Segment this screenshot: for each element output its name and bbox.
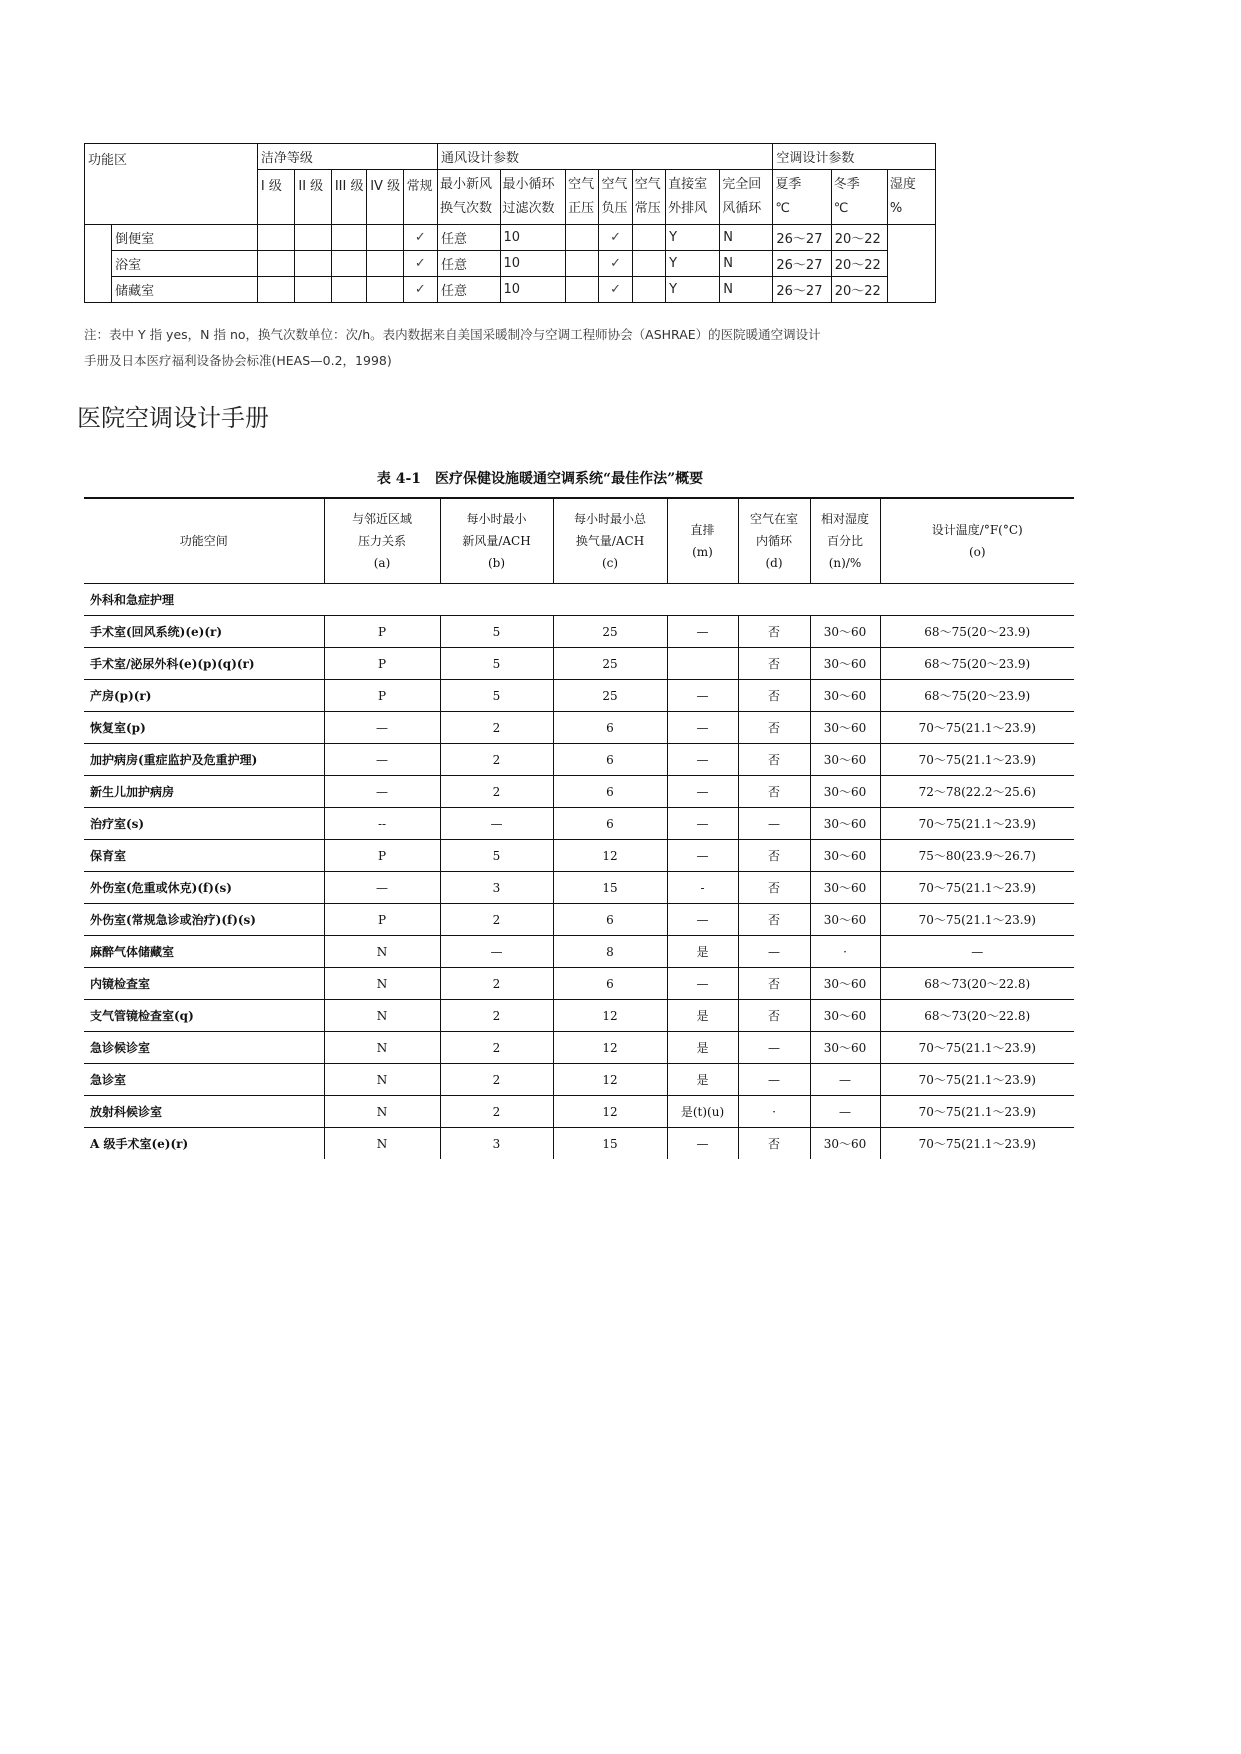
vent-param-cell <box>632 277 665 303</box>
value-cell: — <box>810 1096 880 1128</box>
function-space: 治疗室(s) <box>84 808 324 840</box>
header-line: 与邻近区域 <box>351 512 412 526</box>
table-row <box>84 904 1074 936</box>
value-cell: 否 <box>738 904 810 936</box>
table-row <box>84 808 1074 840</box>
value-cell: 6 <box>553 968 667 1000</box>
value-cell: 68～73(20～22.8) <box>880 1000 1074 1032</box>
value-cell: 68～75(20～23.9) <box>880 616 1074 648</box>
header-line: (m) <box>692 545 713 559</box>
section-row <box>84 584 1074 616</box>
group-indent-cell <box>85 225 112 303</box>
vent-param-cell: ✓ <box>599 225 632 251</box>
ac-param-cell: 26～27 <box>773 277 831 303</box>
header-line: 冬季 <box>833 177 860 192</box>
clean-grade-cell <box>367 277 403 303</box>
header-line: 每小时最小 <box>466 512 527 526</box>
value-cell: 30～60 <box>810 616 880 648</box>
value-cell: - <box>667 872 738 904</box>
vent-param-col <box>632 170 665 225</box>
header-line: (d) <box>765 556 783 570</box>
header-line: 空气 <box>634 177 661 192</box>
value-cell: 15 <box>553 1128 667 1160</box>
function-space: 麻醉气体储藏室 <box>84 936 324 968</box>
value-cell: — <box>667 744 738 776</box>
value-cell: 2 <box>440 1064 553 1096</box>
column-header <box>324 498 440 584</box>
value-cell: 70～75(21.1～23.9) <box>880 1032 1074 1064</box>
value-cell: 12 <box>553 1064 667 1096</box>
column-header <box>553 498 667 584</box>
vent-param-col <box>599 170 632 225</box>
hvac-best-practice-table <box>84 497 1074 1159</box>
value-cell: 否 <box>738 1000 810 1032</box>
note-line-2: 手册及日本医疗福利设备协会标准(HEAS—0.2，1998) <box>84 353 392 368</box>
value-cell: 6 <box>553 808 667 840</box>
table-row <box>84 616 1074 648</box>
table-row <box>84 968 1074 1000</box>
function-space: 保育室 <box>84 840 324 872</box>
value-cell: 是 <box>667 936 738 968</box>
table-row <box>84 744 1074 776</box>
value-cell: 70～75(21.1～23.9) <box>880 904 1074 936</box>
header-line: 相对湿度 <box>820 512 869 526</box>
value-cell: — <box>738 936 810 968</box>
value-cell: 70～75(21.1～23.9) <box>880 1064 1074 1096</box>
value-cell: 否 <box>738 776 810 808</box>
value-cell: · <box>738 1096 810 1128</box>
value-cell: 12 <box>553 840 667 872</box>
clean-grade-cell <box>331 277 366 303</box>
value-cell: 5 <box>440 840 553 872</box>
vent-param-cell <box>632 251 665 277</box>
vent-param-col <box>438 170 500 225</box>
header-func-area: 功能区 <box>85 144 258 225</box>
design-params-table <box>84 143 936 303</box>
table-row <box>84 680 1074 712</box>
value-cell: 70～75(21.1～23.9) <box>880 1096 1074 1128</box>
clean-grade-cell <box>257 251 294 277</box>
value-cell: — <box>810 1064 880 1096</box>
header-line: 每小时最小总 <box>573 512 646 526</box>
value-cell: 3 <box>440 872 553 904</box>
value-cell: 30～60 <box>810 680 880 712</box>
value-cell: N <box>324 1128 440 1160</box>
header-clean-grade: 洁净等级 <box>257 144 437 170</box>
vent-param-cell: 任意 <box>438 251 500 277</box>
clean-grade-cell: ✓ <box>403 225 437 251</box>
ac-param-cell: 26～27 <box>773 251 831 277</box>
value-cell: N <box>324 1000 440 1032</box>
value-cell: 30～60 <box>810 1000 880 1032</box>
clean-grade-cell <box>367 225 403 251</box>
note-line-1: 注：表中 Y 指 yes，N 指 no，换气次数单位：次/h。表内数据来自美国采暖制冷与空调工程师协会（ASHRAE）的医院暖通空调设计 <box>84 327 821 342</box>
value-cell <box>667 648 738 680</box>
clean-grade-cell <box>295 251 331 277</box>
header-ac-params: 空调设计参数 <box>773 144 936 170</box>
value-cell: — <box>440 808 553 840</box>
header-line: (b) <box>487 556 506 570</box>
value-cell: 12 <box>553 1032 667 1064</box>
value-cell: 30～60 <box>810 968 880 1000</box>
clean-grade-cell <box>367 251 403 277</box>
value-cell: 70～75(21.1～23.9) <box>880 1128 1074 1160</box>
value-cell: 是(t)(u) <box>667 1096 738 1128</box>
clean-grade-cell <box>295 277 331 303</box>
value-cell: 68～73(20～22.8) <box>880 968 1074 1000</box>
table-row <box>84 1032 1074 1064</box>
value-cell: — <box>738 1064 810 1096</box>
column-header <box>738 498 810 584</box>
value-cell: 是 <box>667 1064 738 1096</box>
ac-param-cell: 20～22 <box>831 251 887 277</box>
header-line: % <box>889 201 903 216</box>
vent-param-cell: Y <box>666 251 720 277</box>
value-cell: 30～60 <box>810 1128 880 1160</box>
value-cell: 2 <box>440 1000 553 1032</box>
column-header <box>667 498 738 584</box>
value-cell: — <box>324 712 440 744</box>
header-line: (o) <box>968 545 986 559</box>
value-cell: — <box>880 936 1074 968</box>
vent-param-cell: 任意 <box>438 277 500 303</box>
value-cell: 否 <box>738 968 810 1000</box>
value-cell: 30～60 <box>810 712 880 744</box>
header-line: 新风量/ACH <box>462 534 531 548</box>
header-line: 空气 <box>601 177 628 192</box>
vent-param-cell <box>632 225 665 251</box>
value-cell: — <box>667 808 738 840</box>
function-space: 手术室(回风系统)(e)(r) <box>84 616 324 648</box>
table-row <box>85 225 936 251</box>
header-line: 压力关系 <box>357 534 406 548</box>
value-cell: N <box>324 1064 440 1096</box>
vent-param-cell: Y <box>666 225 720 251</box>
vent-param-cell <box>566 225 599 251</box>
value-cell: 否 <box>738 616 810 648</box>
section-title: 外科和急症护理 <box>84 584 1074 616</box>
function-space: 内镜检查室 <box>84 968 324 1000</box>
header-line: 最小循环 <box>502 177 555 192</box>
clean-grade-cell <box>331 225 366 251</box>
clean-grade-cell: ✓ <box>403 251 437 277</box>
table-note <box>84 322 944 374</box>
room-name: 储藏室 <box>112 277 258 303</box>
vent-param-cell: ✓ <box>599 251 632 277</box>
clean-grade-col: IV 级 <box>367 170 403 225</box>
table-row <box>84 840 1074 872</box>
value-cell: 70～75(21.1～23.9) <box>880 872 1074 904</box>
value-cell: 2 <box>440 712 553 744</box>
value-cell: P <box>324 616 440 648</box>
value-cell: — <box>324 872 440 904</box>
vent-param-cell <box>566 251 599 277</box>
vent-param-col <box>500 170 566 225</box>
value-cell: 2 <box>440 968 553 1000</box>
function-space: 手术室/泌尿外科(e)(p)(q)(r) <box>84 648 324 680</box>
value-cell: 30～60 <box>810 648 880 680</box>
header-line: 夏季 <box>775 177 802 192</box>
function-space: 外伤室(危重或休克)(f)(s) <box>84 872 324 904</box>
header-line: 空气 <box>568 177 595 192</box>
value-cell: · <box>810 936 880 968</box>
value-cell: 3 <box>440 1128 553 1160</box>
value-cell: 25 <box>553 648 667 680</box>
ac-param-col <box>773 170 831 225</box>
function-space: 恢复室(p) <box>84 712 324 744</box>
table-row <box>84 1096 1074 1128</box>
function-space: 急诊室 <box>84 1064 324 1096</box>
vent-param-cell: N <box>720 251 773 277</box>
table-row <box>85 251 936 277</box>
value-cell: 30～60 <box>810 776 880 808</box>
value-cell: 5 <box>440 616 553 648</box>
value-cell: 12 <box>553 1096 667 1128</box>
function-space: A 级手术室(e)(r) <box>90 1137 189 1151</box>
header-line: 常压 <box>634 201 661 216</box>
value-cell: P <box>324 904 440 936</box>
column-header <box>84 498 324 584</box>
vent-param-cell: N <box>720 277 773 303</box>
value-cell: 30～60 <box>810 840 880 872</box>
value-cell: 75～80(23.9～26.7) <box>880 840 1074 872</box>
value-cell: — <box>667 904 738 936</box>
value-cell: — <box>440 936 553 968</box>
ac-param-cell: 26～27 <box>773 225 831 251</box>
header-line: ℃ <box>833 201 849 216</box>
value-cell: 70～75(21.1～23.9) <box>880 744 1074 776</box>
header-line: 功能空间 <box>179 534 228 548</box>
vent-param-col <box>666 170 720 225</box>
header-line: 外排风 <box>668 201 708 216</box>
vent-param-cell: 任意 <box>438 225 500 251</box>
ac-param-cell: 20～22 <box>831 277 887 303</box>
ac-param-col <box>831 170 887 225</box>
value-cell: 2 <box>440 1096 553 1128</box>
clean-grade-col: III 级 <box>331 170 366 225</box>
value-cell: 2 <box>440 904 553 936</box>
value-cell: 6 <box>553 712 667 744</box>
vent-param-cell: N <box>720 225 773 251</box>
value-cell: — <box>667 680 738 712</box>
value-cell: 30～60 <box>810 744 880 776</box>
vent-param-col <box>566 170 599 225</box>
value-cell: 2 <box>440 1032 553 1064</box>
value-cell: 68～75(20～23.9) <box>880 648 1074 680</box>
value-cell: 25 <box>553 616 667 648</box>
table-row <box>84 872 1074 904</box>
header-vent-params: 通风设计参数 <box>438 144 773 170</box>
value-cell: — <box>667 1128 738 1160</box>
value-cell: 15 <box>553 872 667 904</box>
header-line: 风循环 <box>722 201 762 216</box>
header-line: 湿度 <box>889 177 916 192</box>
vent-param-cell: Y <box>666 277 720 303</box>
value-cell: — <box>667 968 738 1000</box>
value-cell: 否 <box>738 712 810 744</box>
header-line: 换气量/ACH <box>575 534 645 548</box>
value-cell: N <box>324 968 440 1000</box>
header-line: 过滤次数 <box>502 201 555 216</box>
header-line: (c) <box>601 556 619 570</box>
value-cell: 30～60 <box>810 872 880 904</box>
clean-grade-cell <box>331 251 366 277</box>
header-line: 设计温度/°F(°C) <box>931 523 1023 537</box>
value-cell: — <box>738 1032 810 1064</box>
table-row <box>84 1064 1074 1096</box>
humidity-cell <box>887 225 935 303</box>
value-cell: 8 <box>553 936 667 968</box>
function-space: 加护病房(重症监护及危重护理) <box>84 744 324 776</box>
value-cell: 否 <box>738 840 810 872</box>
value-cell: P <box>324 680 440 712</box>
header-line: 直排 <box>690 523 715 537</box>
value-cell: 30～60 <box>810 904 880 936</box>
value-cell: — <box>667 840 738 872</box>
column-header <box>440 498 553 584</box>
value-cell: — <box>667 712 738 744</box>
header-line: 百分比 <box>826 534 863 548</box>
header-line: (n)/% <box>828 556 862 570</box>
function-space: 新生儿加护病房 <box>84 776 324 808</box>
value-cell: -- <box>324 808 440 840</box>
value-cell: 6 <box>553 744 667 776</box>
value-cell: P <box>324 840 440 872</box>
value-cell: 68～75(20～23.9) <box>880 680 1074 712</box>
value-cell: 否 <box>738 648 810 680</box>
header-line: 空气在室 <box>749 512 798 526</box>
room-name: 浴室 <box>112 251 258 277</box>
value-cell: 6 <box>553 776 667 808</box>
value-cell: 5 <box>440 648 553 680</box>
vent-param-col <box>720 170 773 225</box>
header-line: 最小新风 <box>440 177 493 192</box>
value-cell: 否 <box>738 680 810 712</box>
header-line: 完全回 <box>722 177 762 192</box>
table-row <box>84 936 1074 968</box>
vent-param-cell: ✓ <box>599 277 632 303</box>
room-name: 倒便室 <box>112 225 258 251</box>
value-cell: 否 <box>738 872 810 904</box>
clean-grade-cell: ✓ <box>403 277 437 303</box>
ac-param-col <box>887 170 935 225</box>
value-cell: 5 <box>440 680 553 712</box>
clean-grade-col: 常规 <box>403 170 437 225</box>
value-cell: 12 <box>553 1000 667 1032</box>
vent-param-cell: 10 <box>500 225 566 251</box>
vent-param-cell: 10 <box>500 251 566 277</box>
clean-grade-col: I 级 <box>257 170 294 225</box>
function-space: 放射科候诊室 <box>84 1096 324 1128</box>
table-row <box>84 1128 1074 1160</box>
value-cell: — <box>324 776 440 808</box>
header-line: ℃ <box>775 201 790 216</box>
function-space: 急诊候诊室 <box>84 1032 324 1064</box>
value-cell: 6 <box>553 904 667 936</box>
value-cell: 70～75(21.1～23.9) <box>880 712 1074 744</box>
table-4-1-title: 表 4-1 医疗保健设施暖通空调系统“最佳作法”概要 <box>376 471 704 487</box>
header-line: 负压 <box>601 201 628 216</box>
header-line: 直接室 <box>668 177 708 192</box>
page-heading: 医院空调设计手册 <box>77 404 269 432</box>
header-line: 正压 <box>568 201 595 216</box>
function-space: 产房(p)(r) <box>84 680 324 712</box>
clean-grade-cell <box>257 277 294 303</box>
value-cell: P <box>324 648 440 680</box>
table-row <box>84 712 1074 744</box>
function-space: 支气管镜检查室(q) <box>84 1000 324 1032</box>
value-cell: 是 <box>667 1000 738 1032</box>
header-line: 内循环 <box>755 534 792 548</box>
clean-grade-col: II 级 <box>295 170 331 225</box>
clean-grade-cell <box>257 225 294 251</box>
value-cell: 30～60 <box>810 1032 880 1064</box>
table-row <box>85 277 936 303</box>
value-cell: 2 <box>440 776 553 808</box>
table-row <box>84 648 1074 680</box>
header-line: 换气次数 <box>440 201 493 216</box>
value-cell: — <box>667 616 738 648</box>
value-cell: 70～75(21.1～23.9) <box>880 808 1074 840</box>
vent-param-cell: 10 <box>500 277 566 303</box>
value-cell: — <box>738 808 810 840</box>
value-cell: N <box>324 1096 440 1128</box>
ac-param-cell: 20～22 <box>831 225 887 251</box>
value-cell: N <box>324 936 440 968</box>
vent-param-cell <box>566 277 599 303</box>
value-cell: 否 <box>738 1128 810 1160</box>
clean-grade-cell <box>295 225 331 251</box>
header-line: (a) <box>373 556 391 570</box>
column-header <box>880 498 1074 584</box>
value-cell: N <box>324 1032 440 1064</box>
value-cell: 25 <box>553 680 667 712</box>
value-cell: 72～78(22.2～25.6) <box>880 776 1074 808</box>
table-row <box>84 1000 1074 1032</box>
table-row <box>84 776 1074 808</box>
value-cell: — <box>324 744 440 776</box>
function-space: 外伤室(常规急诊或治疗)(f)(s) <box>84 904 324 936</box>
value-cell: — <box>667 776 738 808</box>
column-header <box>810 498 880 584</box>
value-cell: 否 <box>738 744 810 776</box>
value-cell: 30～60 <box>810 808 880 840</box>
value-cell: 2 <box>440 744 553 776</box>
value-cell: 是 <box>667 1032 738 1064</box>
